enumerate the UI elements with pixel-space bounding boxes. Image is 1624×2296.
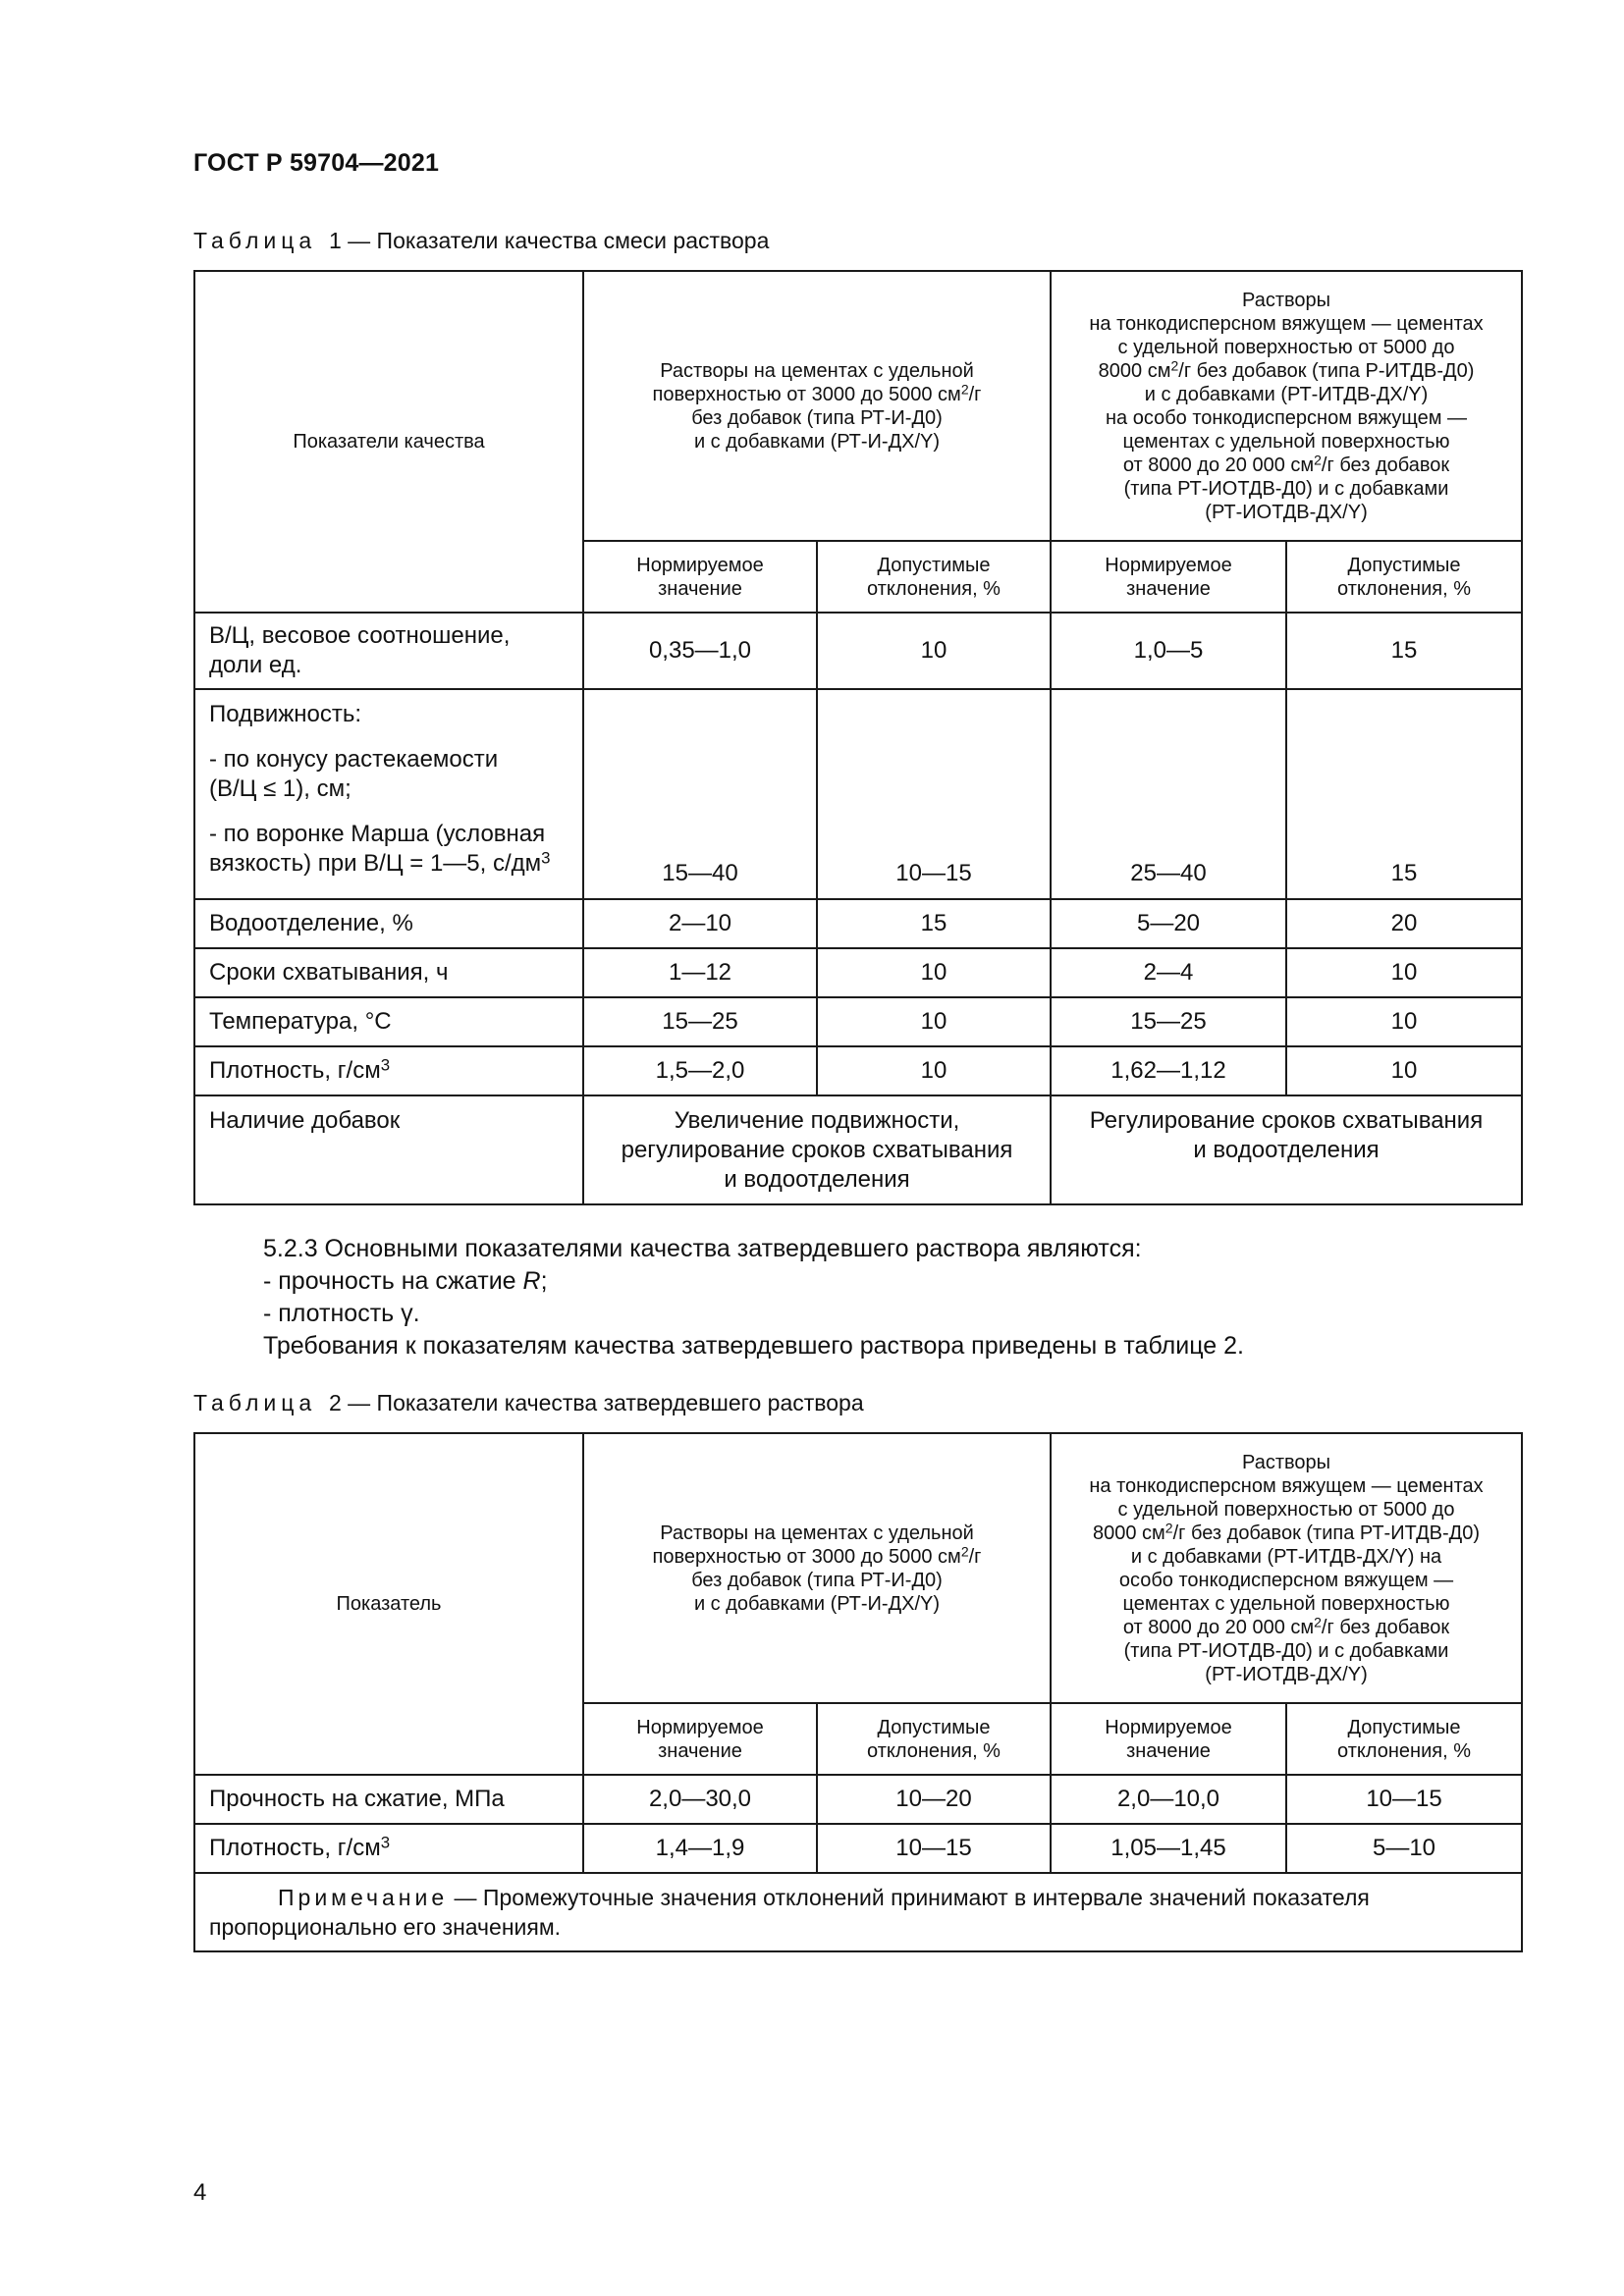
text-seg: поверхностью от 3000 до 5000 см [652, 383, 961, 405]
text-line [594, 1545, 1040, 1569]
cell: 15—40 [583, 689, 817, 899]
cell: 10—15 [817, 689, 1051, 899]
cell: 10—15 [1286, 1775, 1522, 1824]
text-seg: 2 [1314, 452, 1322, 468]
text-line: с удельной поверхностью от 5000 до [1117, 1498, 1455, 1521]
table1-caption [193, 228, 769, 254]
text-line: цементах с удельной поверхностью [1122, 1592, 1450, 1615]
text-line: Растворы на цементах с удельной [660, 1522, 974, 1544]
text-seg: Плотность, г/см [209, 1057, 381, 1084]
text-seg: /г без добавок [1321, 1616, 1450, 1638]
text-line: и с добавками (РТ-И-ДХ/Y) [693, 1592, 941, 1615]
text-seg: 8000 см [1092, 1522, 1165, 1544]
cell [1051, 1095, 1522, 1204]
text-line [209, 849, 570, 879]
cell: 2,0—30,0 [583, 1775, 817, 1824]
paragraph-line [263, 1265, 1244, 1298]
table2-sub-norm-2 [1051, 1703, 1286, 1775]
row-label: Наличие добавок [194, 1095, 583, 1204]
text-line [1061, 1616, 1511, 1639]
text-line: значение [1126, 577, 1211, 600]
text-line: и водоотделения [1193, 1137, 1380, 1163]
row-label: Прочность на сжатие, МПа [194, 1775, 583, 1824]
text-seg: Плотность, г/см [209, 1835, 381, 1861]
text-seg: 3 [380, 1833, 391, 1852]
text-line: отклонения, % [1337, 577, 1471, 600]
note-text: — Промежуточные значения отклонений принимают в интервале значений показателя пропорционально его значениям. [209, 1885, 1370, 1940]
text-line: отклонения, % [1337, 1739, 1471, 1762]
text-line: цементах с удельной поверхностью [1122, 430, 1450, 453]
text-line: Допустимые [877, 554, 991, 576]
text-seg: от 8000 до 20 000 см [1122, 1616, 1315, 1638]
text-seg: /г без добавок [1321, 454, 1450, 476]
cell: 15—25 [583, 997, 817, 1046]
text-seg: /г без добавок (типа Р-ИТДВ-Д0) [1178, 359, 1475, 382]
table-row [194, 997, 1522, 1046]
text-line: (В/Ц ≤ 1), см; [209, 775, 352, 802]
table-row [194, 1775, 1522, 1824]
cell: 5—10 [1286, 1824, 1522, 1873]
document-header: ГОСТ Р 59704—2021 [193, 149, 440, 177]
cell: 1,5—2,0 [583, 1046, 817, 1095]
text-seg: 8000 см [1098, 359, 1171, 382]
table1-sub-dev-1 [817, 541, 1051, 613]
table2-head-group1 [583, 1433, 1051, 1703]
row-label [194, 1824, 583, 1873]
cell: 15—25 [1051, 997, 1286, 1046]
cell: 2—4 [1051, 948, 1286, 997]
text-seg: 2 [1314, 1614, 1322, 1630]
table1-head-group1 [583, 271, 1051, 541]
text-seg: поверхностью от 3000 до 5000 см [652, 1545, 961, 1568]
text-line: Подвижность: [209, 701, 362, 727]
table-row [194, 689, 1522, 899]
cell: 0,35—1,0 [583, 613, 817, 689]
table2-head-indicator: Показатель [194, 1433, 583, 1775]
text-line: доли ед. [209, 652, 302, 678]
text-line: на особо тонкодисперсном вяжущем — [1106, 406, 1467, 429]
cell: 5—20 [1051, 899, 1286, 948]
text-line: (РТ-ИОТДВ-ДХ/Y) [1205, 1663, 1368, 1685]
cell: 15 [1286, 613, 1522, 689]
text-line: Допустимые [877, 1716, 991, 1738]
cell: 10 [817, 997, 1051, 1046]
text-line: без добавок (типа РТ-И-Д0) [691, 406, 943, 429]
table1 [193, 270, 1523, 1205]
text-line: Регулирование сроков схватывания [1089, 1107, 1484, 1134]
row-label [194, 1046, 583, 1095]
paragraph-line: - плотность γ. [263, 1300, 420, 1327]
paragraph-line: 5.2.3 Основными показателями качества затвердевшего раствора являются: [263, 1235, 1142, 1262]
row-label: Водоотделение, % [194, 899, 583, 948]
text-seg: /г без добавок (типа РТ-ИТДВ-Д0) [1172, 1522, 1481, 1544]
text-line [594, 383, 1040, 406]
table1-caption-prefix: Таблица [193, 228, 317, 253]
cell: 1,05—1,45 [1051, 1824, 1286, 1873]
text-seg: вязкость) при В/Ц = 1—5, с/дм [209, 850, 542, 877]
cell: 2,0—10,0 [1051, 1775, 1286, 1824]
text-seg: /г [968, 383, 982, 405]
text-line: значение [1126, 1739, 1211, 1762]
table1-sub-dev-2 [1286, 541, 1522, 613]
table1-head-group2 [1051, 271, 1522, 541]
text-line: на тонкодисперсном вяжущем — цементах [1089, 312, 1484, 335]
text-line: (типа РТ-ИОТДВ-Д0) и с добавками [1123, 1639, 1449, 1662]
table2-caption [193, 1390, 864, 1416]
table2-sub-dev-2 [1286, 1703, 1522, 1775]
table-row [194, 1095, 1522, 1204]
text-seg: 2 [1164, 1520, 1173, 1536]
text-line: без добавок (типа РТ-И-Д0) [691, 1569, 943, 1591]
cell: 1,4—1,9 [583, 1824, 817, 1873]
text-line [1061, 359, 1511, 383]
table-row [194, 1824, 1522, 1873]
cell: 10 [817, 948, 1051, 997]
table-row [194, 1046, 1522, 1095]
note-prefix: Примечание [278, 1885, 449, 1910]
text-line: - по конусу растекаемости [209, 746, 499, 773]
text-line: и с добавками (РТ-ИТДВ-ДХ/Y) на [1130, 1545, 1442, 1568]
table1-head-indicator: Показатели качества [194, 271, 583, 613]
row-label [194, 689, 583, 899]
table1-caption-text: 1 — Показатели качества смеси раствора [328, 228, 770, 253]
table2-note [194, 1873, 1522, 1951]
row-label [194, 613, 583, 689]
text-seg: 2 [960, 1543, 969, 1560]
text-line: Нормируемое [636, 1716, 764, 1738]
row-label: Сроки схватывания, ч [194, 948, 583, 997]
cell: 2—10 [583, 899, 817, 948]
table-row [194, 613, 1522, 689]
text-line: и с добавками (РТ-И-ДХ/Y) [693, 430, 941, 453]
text-seg: от 8000 до 20 000 см [1122, 454, 1315, 476]
text-line: и водоотделения [724, 1166, 910, 1193]
cell: 10 [1286, 1046, 1522, 1095]
page-number: 4 [193, 2179, 207, 2206]
table-note-row [194, 1873, 1522, 1951]
table1-sub-norm-2 [1051, 541, 1286, 613]
text-line: Растворы [1242, 289, 1330, 311]
text-seg: R [522, 1267, 541, 1295]
text-line: Увеличение подвижности, [674, 1107, 960, 1134]
cell: 1,62—1,12 [1051, 1046, 1286, 1095]
cell [583, 1095, 1051, 1204]
text-seg: /г [968, 1545, 982, 1568]
text-seg: - прочность на сжатие [263, 1267, 523, 1295]
cell: 10 [817, 613, 1051, 689]
text-seg: 2 [1170, 357, 1179, 374]
text-line [1061, 1522, 1511, 1545]
text-line: регулирование сроков схватывания [621, 1137, 1013, 1163]
cell: 10 [817, 1046, 1051, 1095]
text-line: - по воронке Марша (условная [209, 821, 546, 847]
text-line: Нормируемое [636, 554, 764, 576]
table2-sub-dev-1 [817, 1703, 1051, 1775]
text-line: значение [658, 577, 742, 600]
text-line: (РТ-ИОТДВ-ДХ/Y) [1205, 501, 1368, 523]
paragraph-line: Требования к показателям качества затвердевшего раствора приведены в таблице 2. [263, 1332, 1244, 1360]
text-line: и с добавками (РТ-ИТДВ-ДХ/Y) [1144, 383, 1429, 405]
table1-sub-norm-1 [583, 541, 817, 613]
cell: 10 [1286, 997, 1522, 1046]
text-seg: 3 [380, 1055, 391, 1075]
text-line: (типа РТ-ИОТДВ-Д0) и с добавками [1123, 477, 1449, 500]
cell: 1,0—5 [1051, 613, 1286, 689]
cell: 20 [1286, 899, 1522, 948]
text-line: Нормируемое [1105, 1716, 1232, 1738]
table2-sub-norm-1 [583, 1703, 817, 1775]
text-line: В/Ц, весовое соотношение, [209, 622, 511, 649]
table2-caption-text: 2 — Показатели качества затвердевшего раствора [328, 1390, 864, 1415]
cell: 1—12 [583, 948, 817, 997]
cell: 10—15 [817, 1824, 1051, 1873]
cell: 10 [1286, 948, 1522, 997]
table2-head-group2 [1051, 1433, 1522, 1703]
text-line: Растворы на цементах с удельной [660, 359, 974, 382]
text-line: на тонкодисперсном вяжущем — цементах [1089, 1474, 1484, 1497]
text-line: отклонения, % [867, 577, 1001, 600]
text-line: отклонения, % [867, 1739, 1001, 1762]
table2 [193, 1432, 1523, 1952]
text-seg: 3 [541, 848, 551, 868]
cell: 25—40 [1051, 689, 1286, 899]
table-row [194, 899, 1522, 948]
section-523 [263, 1233, 1244, 1362]
cell: 10—20 [817, 1775, 1051, 1824]
cell: 15 [817, 899, 1051, 948]
text-line: значение [658, 1739, 742, 1762]
text-line: Нормируемое [1105, 554, 1232, 576]
text-seg: 2 [960, 381, 969, 398]
cell: 15 [1286, 689, 1522, 899]
text-line [1061, 454, 1511, 477]
row-label: Температура, °С [194, 997, 583, 1046]
text-line: Допустимые [1347, 554, 1461, 576]
text-line: Допустимые [1347, 1716, 1461, 1738]
text-line: с удельной поверхностью от 5000 до [1117, 336, 1455, 358]
table-row [194, 948, 1522, 997]
text-seg: ; [540, 1267, 548, 1295]
table2-caption-prefix: Таблица [193, 1390, 317, 1415]
text-line: Растворы [1242, 1451, 1330, 1473]
text-line: особо тонкодисперсном вяжущем — [1118, 1569, 1454, 1591]
